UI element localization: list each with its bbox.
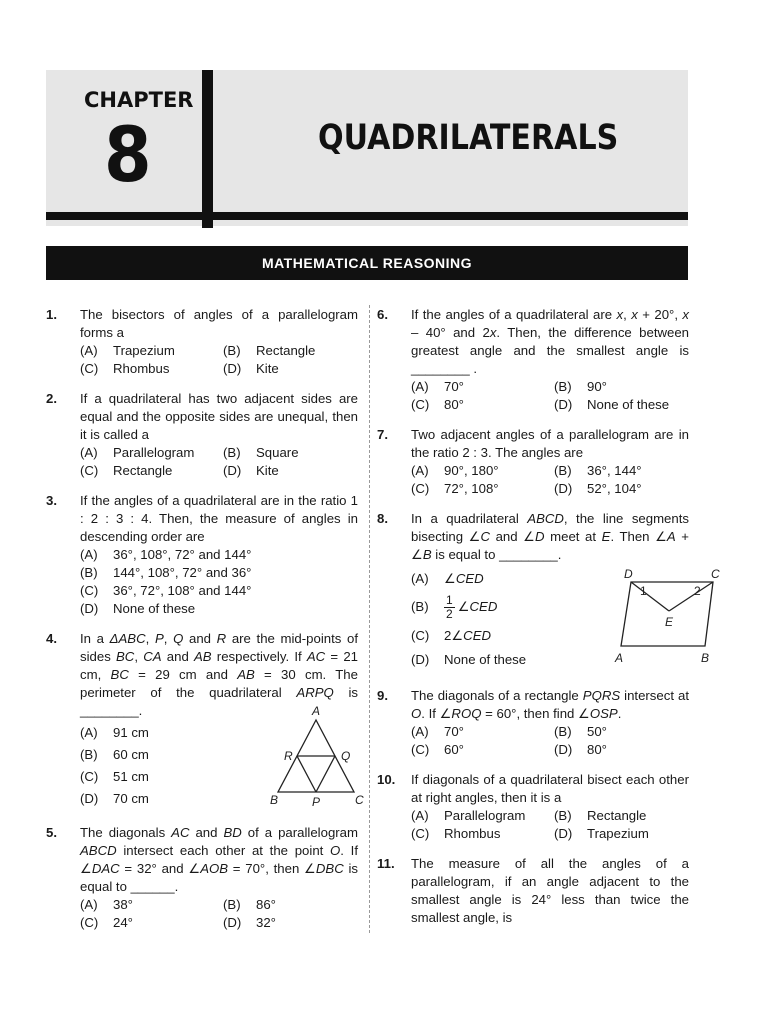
question-3 (46, 492, 358, 618)
question-7 (377, 426, 689, 498)
vertex-label-b: B (701, 651, 710, 665)
option-d: (D) Kite (223, 463, 279, 478)
option-c: (C) 24° (80, 915, 133, 930)
question-number: 7. (377, 427, 388, 442)
question-number: 6. (377, 307, 388, 322)
question-8 (377, 510, 720, 675)
option-c: (C) Rectangle (80, 463, 173, 478)
option-c: (C) Rhombus (411, 826, 501, 841)
question-text: In a ΔABC, P, Q and R are the mid-points of sides BC, CA and AB respectively. If AC = 21 cm, BC = 29 cm and AB = 30 cm. The perimeter of the quadrilateral ARPQ is ________. (80, 631, 359, 718)
question-6 (377, 306, 689, 414)
question-11 (377, 855, 689, 927)
question-number: 10. (377, 772, 396, 787)
vertex-label-c: C (711, 568, 720, 581)
option-b: (B) 86° (223, 897, 276, 912)
option-a: (A) 36°, 108°, 72° and 144° (80, 547, 252, 562)
question-text: The diagonals AC and BD of a parallelogram ABCD intersect each other at the point O. If ∠DAC = 32° and ∠AOB = 70°, then ∠DBC is equal to ______. (80, 825, 359, 894)
question-5 (46, 824, 358, 932)
option-c: (C) 36°, 72°, 108° and 144° (80, 583, 252, 598)
vertex-label-a: A (312, 704, 321, 718)
option-a: (A) 70° (411, 379, 464, 394)
section-heading: MATHEMATICAL REASONING (46, 246, 688, 280)
question-text: If the angles of a quadrilateral are x, x + 20°, x – 40° and 2x. Then, the difference between greatest angle and the smallest angle is ________ . (411, 307, 690, 376)
option-d: (D) 52°, 104° (554, 481, 642, 496)
question-number: 1. (46, 307, 57, 322)
option-d: (D) Trapezium (554, 826, 649, 841)
option-d: (D) 32° (223, 915, 276, 930)
option-c: (C) 60° (411, 742, 464, 757)
vertex-label-d: D (624, 568, 633, 581)
option-a: (A) Parallelogram (411, 808, 526, 823)
option-c: (C) 80° (411, 397, 464, 412)
chapter-label: CHAPTER (84, 88, 194, 112)
options (411, 462, 689, 498)
question-text: If diagonals of a quadrilateral bisect each other at right angles, then it is a (411, 772, 689, 805)
option-d: (D) Kite (223, 361, 279, 376)
option-a: (A) 91 cm (80, 725, 149, 740)
options (80, 896, 358, 932)
question-text: If a quadrilateral has two adjacent sides are equal and the opposite sides are unequal, then it is called a (80, 391, 358, 442)
option-b: (B) Rectangle (554, 808, 647, 823)
vertex-label-e: E (665, 615, 674, 629)
option-d: (D) None of these (554, 397, 670, 412)
question-number: 4. (46, 631, 57, 646)
option-b: (B) Rectangle (223, 343, 316, 358)
question-2 (46, 390, 358, 480)
option-d: (D) 80° (554, 742, 607, 757)
question-text: The measure of all the angles of a parallelogram, if an angle adjacent to the smallest angle is 24° less than twice the smallest angle, is (411, 856, 689, 925)
left-column (46, 306, 364, 944)
question-number: 9. (377, 688, 388, 703)
option-c: (C) 51 cm (80, 769, 149, 784)
option-d: (D) None of these (411, 652, 527, 667)
option-b: (B) Square (223, 445, 299, 460)
option-b: (B) 90° (554, 379, 607, 394)
question-4 (46, 630, 364, 812)
option-b: (B) $\frac{1}{2}$ ∠CED (411, 593, 498, 621)
option-d: (D) None of these (80, 601, 196, 616)
chapter-title: QUADRILATERALS (318, 118, 619, 158)
quadrilateral-figure (609, 568, 721, 668)
option-b: (B) 50° (554, 724, 607, 739)
question-text: The bisectors of angles of a parallelogram forms a (80, 307, 358, 340)
option-b: (B) 60 cm (80, 747, 149, 762)
option-a: (A) 90°, 180° (411, 463, 499, 478)
question-text: Two adjacent angles of a parallelogram are in the ratio 2 : 3. The angles are (411, 427, 689, 460)
question-9 (377, 687, 689, 759)
vertex-label-p: P (312, 795, 321, 809)
angle-label-1: 1 (640, 584, 647, 598)
option-a: (A) Trapezium (80, 343, 175, 358)
question-number: 11. (377, 856, 395, 871)
question-1 (46, 306, 358, 378)
options (411, 378, 689, 414)
question-number: 3. (46, 493, 57, 508)
options (411, 723, 689, 759)
options (80, 342, 358, 378)
angle-label-2: 2 (694, 584, 701, 598)
question-number: 2. (46, 391, 57, 406)
option-b: (B) 144°, 108°, 72° and 36° (80, 565, 252, 580)
question-number: 5. (46, 825, 57, 840)
header-vertical-bar (202, 70, 213, 228)
options (411, 807, 689, 843)
column-divider (369, 305, 370, 933)
vertex-label-a: A (615, 651, 624, 665)
option-c: (C) 72°, 108° (411, 481, 499, 496)
triangle-figure (262, 702, 372, 812)
options (80, 546, 358, 618)
vertex-label-c: C (355, 793, 364, 807)
option-c: (C) 2∠CED (411, 628, 492, 643)
question-10 (377, 771, 689, 843)
option-c: (C) Rhombus (80, 361, 170, 376)
header-horizontal-bar (46, 212, 688, 220)
option-a: (A) ∠CED (411, 571, 484, 586)
question-number: 8. (377, 511, 388, 526)
question-text: In a quadrilateral ABCD, the line segments bisecting ∠C and ∠D meet at E. Then ∠A + ∠B is equal to ________. (411, 511, 690, 562)
option-a: (A) 70° (411, 724, 464, 739)
vertex-label-b: B (270, 793, 279, 807)
option-a: (A) 38° (80, 897, 133, 912)
vertex-label-q: Q (341, 749, 351, 763)
right-column (377, 306, 720, 939)
question-text: The diagonals of a rectangle PQRS intersect at O. If ∠ROQ = 60°, then find ∠OSP. (411, 688, 689, 721)
chapter-number: 8 (104, 110, 152, 199)
fraction-one-half: $\frac{1}{2}$ (446, 593, 453, 621)
option-d: (D) 70 cm (80, 791, 149, 806)
option-a: (A) Parallelogram (80, 445, 195, 460)
option-b: (B) 36°, 144° (554, 463, 642, 478)
question-text: If the angles of a quadrilateral are in the ratio 1 : 2 : 3 : 4. Then, the measure of angles in descending order are (80, 493, 358, 544)
vertex-label-r: R (284, 749, 293, 763)
options (80, 444, 358, 480)
